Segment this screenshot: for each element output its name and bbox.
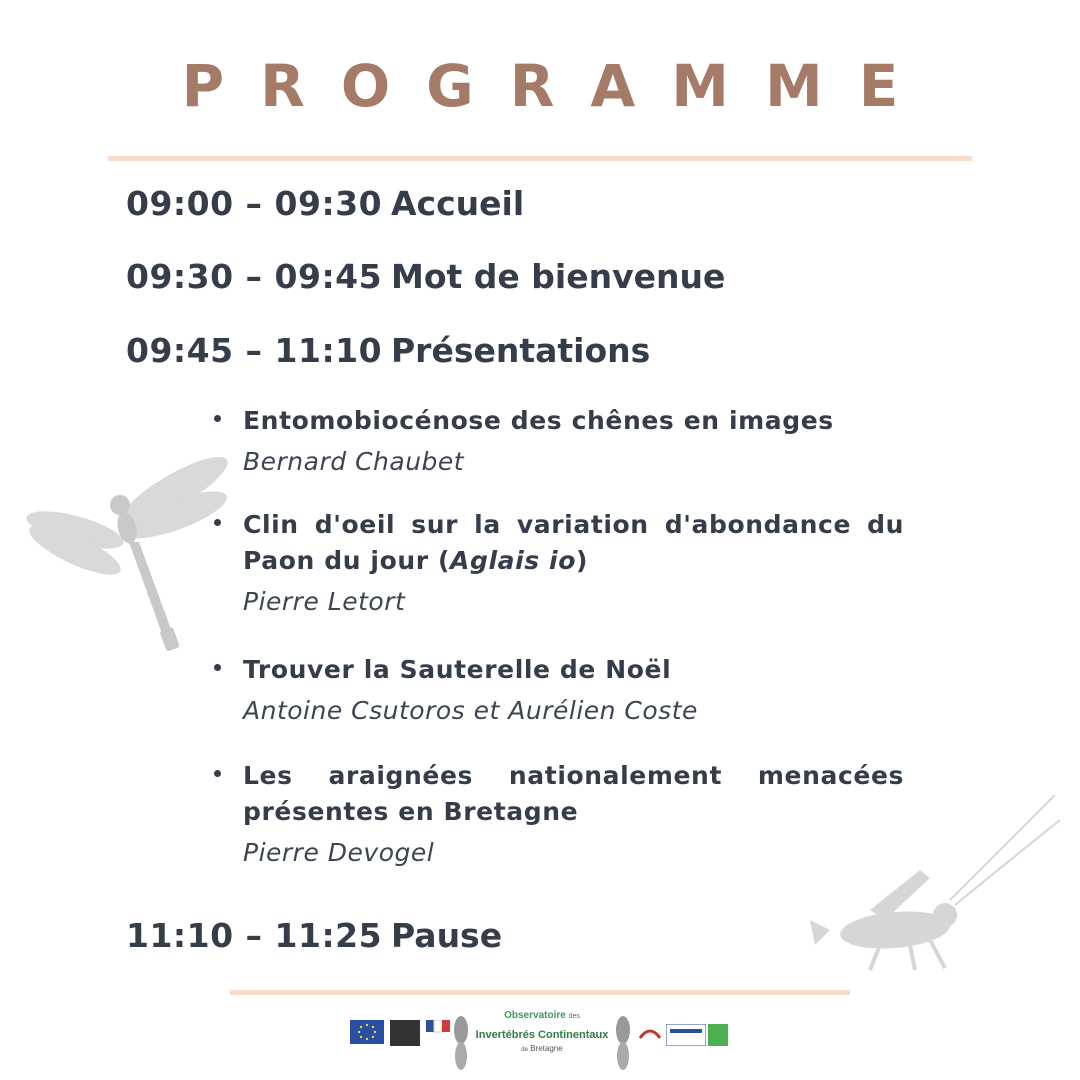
schedule-slot-accueil (126, 184, 524, 223)
talk-author: Antoine Csutoros et Aurélien Coste (243, 696, 698, 725)
logo-line1: Observatoire (504, 1010, 566, 1021)
species-name: Aglais io (450, 546, 576, 575)
slot-time: 09:30 – 09:45 (126, 257, 383, 296)
schedule-slot-pause (126, 916, 502, 955)
slot-time: 09:00 – 09:30 (126, 184, 383, 223)
talk-title (243, 507, 904, 579)
slot-label: Pause (391, 916, 503, 955)
slot-label: Présentations (391, 331, 651, 370)
talk-item (214, 403, 904, 476)
schedule-slot-bienvenue (126, 257, 725, 296)
schedule-slot-presentations (126, 331, 650, 370)
talk-author: Pierre Devogel (243, 838, 435, 867)
talk-title: Trouver la Sauterelle de Noël (243, 655, 672, 684)
talk-item (214, 507, 904, 616)
talk-author: Pierre Letort (243, 587, 406, 616)
logo-line3-prefix: de (521, 1047, 528, 1053)
talk-title-end: ) (575, 546, 589, 575)
oic-logo (472, 1010, 612, 1053)
dragonfly-icon (15, 450, 230, 655)
divider-top (108, 156, 972, 161)
bretagne-logo-icon (666, 1024, 706, 1046)
eu-flag-icon (350, 1020, 384, 1044)
beetle-icon (450, 1010, 472, 1074)
slot-label: Accueil (391, 184, 525, 223)
talk-title-text: Clin d'oeil sur la variation d'abondance du Paon du jour ( (243, 510, 904, 575)
cricket-icon (810, 780, 1065, 980)
partner-logos (350, 1010, 730, 1075)
government-logo-icon (426, 1020, 450, 1044)
talk-title: Entomobiocénose des chênes en images (243, 406, 834, 435)
bullet-icon (214, 664, 221, 671)
vivarmor-logo-icon (708, 1024, 728, 1046)
slot-label: Mot de bienvenue (391, 257, 726, 296)
talk-title: Les araignées nationalement menacées présentes en Bretagne (243, 761, 904, 826)
divider-bottom (230, 990, 850, 995)
logo-line3: Bretagne (530, 1044, 563, 1053)
gretia-logo-icon (638, 1024, 662, 1046)
logo-line2: Invertébrés Continentaux (475, 1029, 609, 1041)
beetle-icon (612, 1010, 634, 1074)
slot-time: 09:45 – 11:10 (126, 331, 383, 370)
partner-logo-icon (390, 1020, 420, 1046)
page-title: PROGRAMME (181, 52, 935, 120)
talk-author: Bernard Chaubet (243, 447, 465, 476)
talk-item (214, 758, 904, 867)
bullet-icon (214, 770, 221, 777)
bullet-icon (214, 415, 221, 422)
logo-line1-suffix: des (568, 1013, 580, 1020)
slot-time: 11:10 – 11:25 (126, 916, 383, 955)
talk-item (214, 652, 904, 725)
